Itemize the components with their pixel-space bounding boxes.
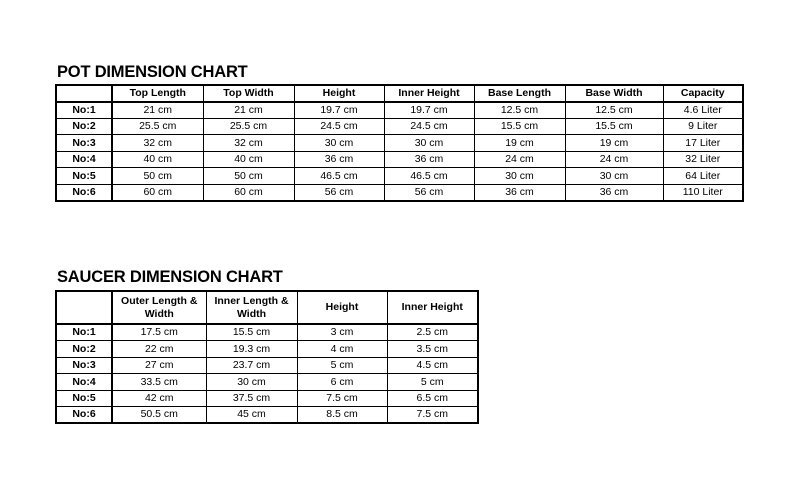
table-cell: 42 cm: [112, 390, 206, 407]
table-cell: 36 cm: [384, 151, 474, 168]
table-cell: 4.5 cm: [387, 357, 478, 374]
table-cell: 12.5 cm: [474, 102, 565, 119]
table-cell: 3.5 cm: [387, 341, 478, 358]
row-label-cell: No:2: [56, 341, 112, 358]
table-row: [56, 135, 743, 152]
table-cell: 21 cm: [112, 102, 203, 119]
table-row: [56, 151, 743, 168]
table-cell: 40 cm: [203, 151, 294, 168]
pot-dimension-table: [55, 84, 744, 202]
table-cell: 46.5 cm: [384, 168, 474, 185]
table-row: [56, 390, 478, 407]
table-cell: 27 cm: [112, 357, 206, 374]
table-cell: 64 Liter: [663, 168, 743, 185]
table-cell: 21 cm: [203, 102, 294, 119]
table-row: [56, 341, 478, 358]
table-cell: 60 cm: [203, 184, 294, 201]
table-cell: 23.7 cm: [206, 357, 297, 374]
table-row: [56, 374, 478, 391]
row-label-cell: No:3: [56, 357, 112, 374]
table-cell: 110 Liter: [663, 184, 743, 201]
table-row: [56, 324, 478, 341]
table-cell: 19.3 cm: [206, 341, 297, 358]
table-cell: 9 Liter: [663, 118, 743, 135]
column-header: Inner Height: [384, 85, 474, 102]
table-cell: 50 cm: [203, 168, 294, 185]
table-row: [56, 102, 743, 119]
column-header: Top Length: [112, 85, 203, 102]
table-cell: 4.6 Liter: [663, 102, 743, 119]
table-cell: 36 cm: [294, 151, 384, 168]
table-cell: 19.7 cm: [384, 102, 474, 119]
table-cell: 24 cm: [565, 151, 663, 168]
table-cell: 3 cm: [297, 324, 387, 341]
table-cell: 19.7 cm: [294, 102, 384, 119]
table-cell: 24.5 cm: [294, 118, 384, 135]
table-header-row: [56, 85, 743, 102]
table-cell: 17.5 cm: [112, 324, 206, 341]
table-cell: 6 cm: [297, 374, 387, 391]
column-header: Base Length: [474, 85, 565, 102]
table-cell: 36 cm: [565, 184, 663, 201]
table-cell: 15.5 cm: [474, 118, 565, 135]
table-cell: 7.5 cm: [297, 390, 387, 407]
table-cell: 45 cm: [206, 407, 297, 424]
table-cell: 32 cm: [203, 135, 294, 152]
row-label-cell: No:1: [56, 102, 112, 119]
table-cell: 22 cm: [112, 341, 206, 358]
table-row: [56, 184, 743, 201]
table-row: [56, 357, 478, 374]
table-cell: 5 cm: [297, 357, 387, 374]
table-header-row: [56, 291, 478, 324]
table-cell: 50 cm: [112, 168, 203, 185]
column-header: Outer Length & Width: [112, 291, 206, 324]
table-cell: 6.5 cm: [387, 390, 478, 407]
table-cell: 56 cm: [384, 184, 474, 201]
pot-chart-title: POT DIMENSION CHART: [57, 63, 248, 81]
row-label-cell: No:6: [56, 184, 112, 201]
row-label-cell: No:1: [56, 324, 112, 341]
table-cell: 15.5 cm: [565, 118, 663, 135]
table-cell: 36 cm: [474, 184, 565, 201]
header-corner-cell: [56, 85, 112, 102]
table-cell: 25.5 cm: [203, 118, 294, 135]
table-cell: 19 cm: [565, 135, 663, 152]
table-cell: 32 Liter: [663, 151, 743, 168]
row-label-cell: No:4: [56, 151, 112, 168]
saucer-dimension-table: [55, 290, 479, 424]
table-cell: 30 cm: [384, 135, 474, 152]
table-cell: 46.5 cm: [294, 168, 384, 185]
row-label-cell: No:3: [56, 135, 112, 152]
table-cell: 5 cm: [387, 374, 478, 391]
table-cell: 30 cm: [474, 168, 565, 185]
column-header: Inner Length & Width: [206, 291, 297, 324]
table-cell: 33.5 cm: [112, 374, 206, 391]
column-header: Height: [297, 291, 387, 324]
table-cell: 37.5 cm: [206, 390, 297, 407]
column-header: Base Width: [565, 85, 663, 102]
table-cell: 17 Liter: [663, 135, 743, 152]
table-cell: 32 cm: [112, 135, 203, 152]
table-cell: 30 cm: [565, 168, 663, 185]
column-header: Inner Height: [387, 291, 478, 324]
column-header: Capacity: [663, 85, 743, 102]
table-row: [56, 407, 478, 424]
table-cell: 25.5 cm: [112, 118, 203, 135]
row-label-cell: No:5: [56, 168, 112, 185]
table-cell: 40 cm: [112, 151, 203, 168]
table-cell: 30 cm: [206, 374, 297, 391]
table-cell: 50.5 cm: [112, 407, 206, 424]
table-row: [56, 168, 743, 185]
row-label-cell: No:5: [56, 390, 112, 407]
column-header: Top Width: [203, 85, 294, 102]
table-cell: 24.5 cm: [384, 118, 474, 135]
table-cell: 15.5 cm: [206, 324, 297, 341]
table-cell: 2.5 cm: [387, 324, 478, 341]
table-cell: 12.5 cm: [565, 102, 663, 119]
table-cell: 7.5 cm: [387, 407, 478, 424]
row-label-cell: No:6: [56, 407, 112, 424]
table-cell: 56 cm: [294, 184, 384, 201]
table-row: [56, 118, 743, 135]
table-cell: 24 cm: [474, 151, 565, 168]
table-cell: 19 cm: [474, 135, 565, 152]
saucer-chart-title: SAUCER DIMENSION CHART: [57, 268, 283, 286]
table-cell: 30 cm: [294, 135, 384, 152]
header-corner-cell: [56, 291, 112, 324]
table-cell: 8.5 cm: [297, 407, 387, 424]
table-cell: 60 cm: [112, 184, 203, 201]
row-label-cell: No:4: [56, 374, 112, 391]
row-label-cell: No:2: [56, 118, 112, 135]
column-header: Height: [294, 85, 384, 102]
table-cell: 4 cm: [297, 341, 387, 358]
